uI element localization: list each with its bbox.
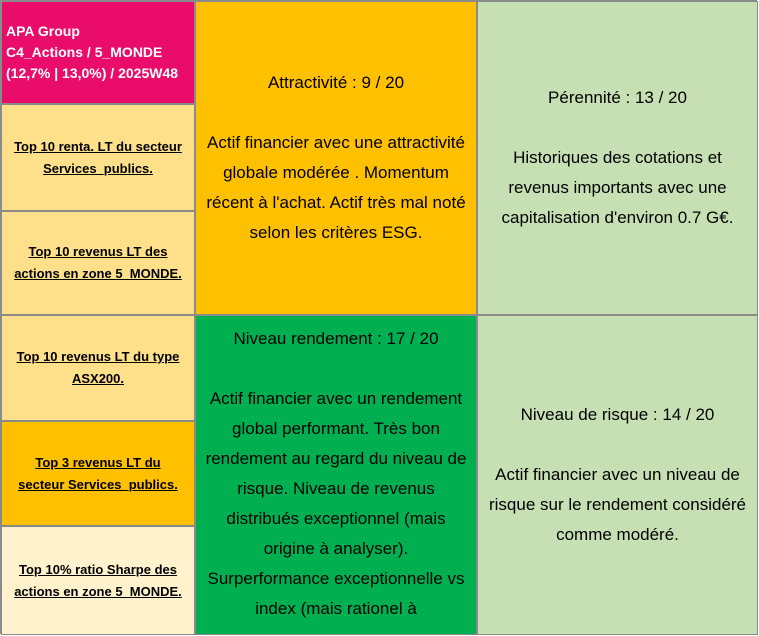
ranking-line: actions en zone 5_MONDE. — [14, 583, 182, 599]
rendement-cell — [195, 315, 477, 635]
attractivite-cell — [195, 1, 477, 315]
attractivite-heading: Attractivité : 9 / 20 — [267, 73, 405, 92]
ranking-line: ASX200. — [71, 371, 125, 386]
ranking-cell — [1, 526, 195, 635]
asset-category: C4_Actions / 5_MONDE — [6, 44, 163, 60]
risque-cell — [477, 315, 758, 635]
left-column — [1, 1, 195, 635]
title-cell — [1, 1, 195, 104]
rendement-text: Actif financier avec un rendement global performant. Très bon rendement au regard du niveau de risque. Niveau de revenus distribués exceptionnel (mais origine à analyser). Surperformance exceptionnelle vs index (mais rationel à — [205, 389, 467, 618]
ranking-cell — [1, 104, 195, 211]
ranking-line: Top 10 revenus LT du type — [16, 349, 180, 364]
ranking-line: Top 10% ratio Sharpe des — [19, 561, 177, 577]
ranking-line: Top 10 revenus LT des — [28, 244, 168, 259]
perennite-cell — [477, 1, 758, 315]
asset-name: APA Group — [6, 23, 80, 39]
perennite-text: Historiques des cotations et revenus importants avec une capitalisation d'environ 0.7 G€. — [501, 148, 734, 227]
ranking-line: Services_publics. — [43, 160, 153, 176]
risque-text: Actif financier avec un niveau de risque sur le rendement considéré comme modéré. — [488, 465, 747, 544]
ranking-line: actions en zone 5_MONDE. — [14, 266, 182, 281]
ranking-cell — [1, 211, 195, 315]
rendement-heading: Niveau rendement : 17 / 20 — [233, 329, 439, 348]
ranking-cell — [1, 421, 195, 526]
ranking-cell — [1, 315, 195, 421]
risque-heading: Niveau de risque : 14 / 20 — [520, 405, 715, 424]
ranking-line: Top 10 renta. LT du secteur — [14, 138, 182, 154]
ranking-line: Top 3 revenus LT du — [35, 454, 161, 470]
ranking-line: secteur Services_publics. — [18, 476, 178, 492]
perennite-heading: Pérennité : 13 / 20 — [548, 88, 687, 107]
asset-stats: (12,7% | 13,0%) / 2025W48 — [6, 65, 179, 81]
attractivite-text: Actif financier avec une attractivité globale modérée . Momentum récent à l'achat. Actif très mal noté selon les critères ESG. — [206, 133, 466, 242]
